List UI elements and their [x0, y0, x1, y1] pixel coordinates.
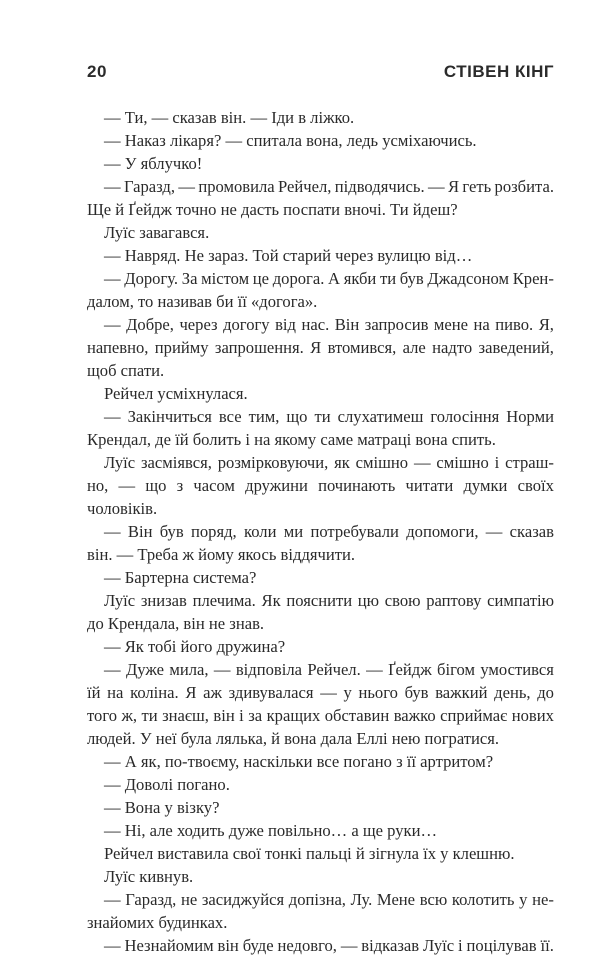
text-line: — Незнайомим він буде недовго, — відказав Луїс і поцілував її. — [104, 936, 554, 955]
text-line: — Гаразд, — промовила Рейчел, підводячись. — Я геть розбита. — [104, 177, 554, 196]
text-line: — Ти, — сказав він. — Іди в ліжко. — [104, 108, 355, 127]
text-line: — У яблучко! — [104, 154, 203, 173]
body-text — [87, 106, 554, 957]
text-line: — Дорогу. За містом це дорога. А якби ти був Джадсоном Крен- — [104, 269, 554, 288]
text-line: — Як тобі його дружина? — [104, 637, 286, 656]
text-line: Луїс знизав плечима. Як пояснити цю свою раптову симпатію — [104, 591, 554, 610]
page-number: 20 — [87, 62, 107, 81]
text-line: Луїс кивнув. — [104, 867, 194, 886]
text-line: — Наказ лікаря? — спитала вона, ледь усміхаючись. — [104, 131, 477, 150]
text-line: — Закінчиться все тим, що ти слухатимеш голосіння Норми — [104, 407, 554, 426]
text-line: далом, то називав би її «догога». — [87, 292, 318, 311]
text-line: Крендал, де їй болить і на якому саме матраці вона спить. — [87, 430, 496, 449]
text-line: Луїс завагався. — [104, 223, 210, 242]
text-line: — Вона у візку? — [104, 798, 220, 817]
text-line: — Ні, але ходить дуже повільно… а ще руки… — [104, 821, 438, 840]
text-line: Ще й Ґейдж точно не дасть поспати вночі. Ти йдеш? — [87, 200, 458, 219]
page-header — [87, 62, 554, 86]
text-line: — Доволі погано. — [104, 775, 230, 794]
text-line: но, — що з часом дружини починають читати думки своїх — [87, 476, 554, 495]
text-line: — Навряд. Не зараз. Той старий через вулицю від… — [104, 246, 473, 265]
text-line: — Добре, через догогу від нас. Він запросив мене на пиво. Я, — [104, 315, 554, 334]
text-line: щоб спати. — [87, 361, 165, 380]
text-line: знайомих будинках. — [87, 913, 228, 932]
text-line: людей. У неї була лялька, й вона дала Еллі нею погратися. — [87, 729, 500, 748]
text-line: — Гаразд, не засиджуйся допізна, Лу. Мене всю колотить у не- — [104, 890, 554, 909]
text-line: він. — Треба ж йому якось віддячити. — [87, 545, 356, 564]
text-line: до Крендала, він не знав. — [87, 614, 265, 633]
text-line: Рейчел виставила свої тонкі пальці й зігнула їх у клешню. — [104, 844, 515, 863]
text-line: Луїс засміявся, розмірковуючи, як смішно — смішно і страш- — [104, 453, 554, 472]
text-line: чоловіків. — [87, 499, 158, 518]
text-line: — А як, по-твоєму, наскільки все погано з її артритом? — [104, 752, 494, 771]
running-title-author: СТІВЕН КІНГ — [443, 62, 554, 81]
text-line: — Бартерна система? — [104, 568, 257, 587]
text-line: Рейчел усміхнулася. — [104, 384, 248, 403]
text-line: їй на коліна. Я аж здивувалася — у нього був важкий день, до — [87, 683, 554, 702]
text-line: напевно, прийму запрошення. Я втомився, але надто заведений, — [87, 338, 554, 357]
text-line: — Дуже мила, — відповіла Рейчел. — Ґейдж бігом умостився — [104, 660, 554, 679]
text-line: того ж, ти знаєш, він і за кращих обставин важко сприймає нових — [87, 706, 554, 725]
text-line: — Він був поряд, коли ми потребували допомоги, — сказав — [104, 522, 554, 541]
